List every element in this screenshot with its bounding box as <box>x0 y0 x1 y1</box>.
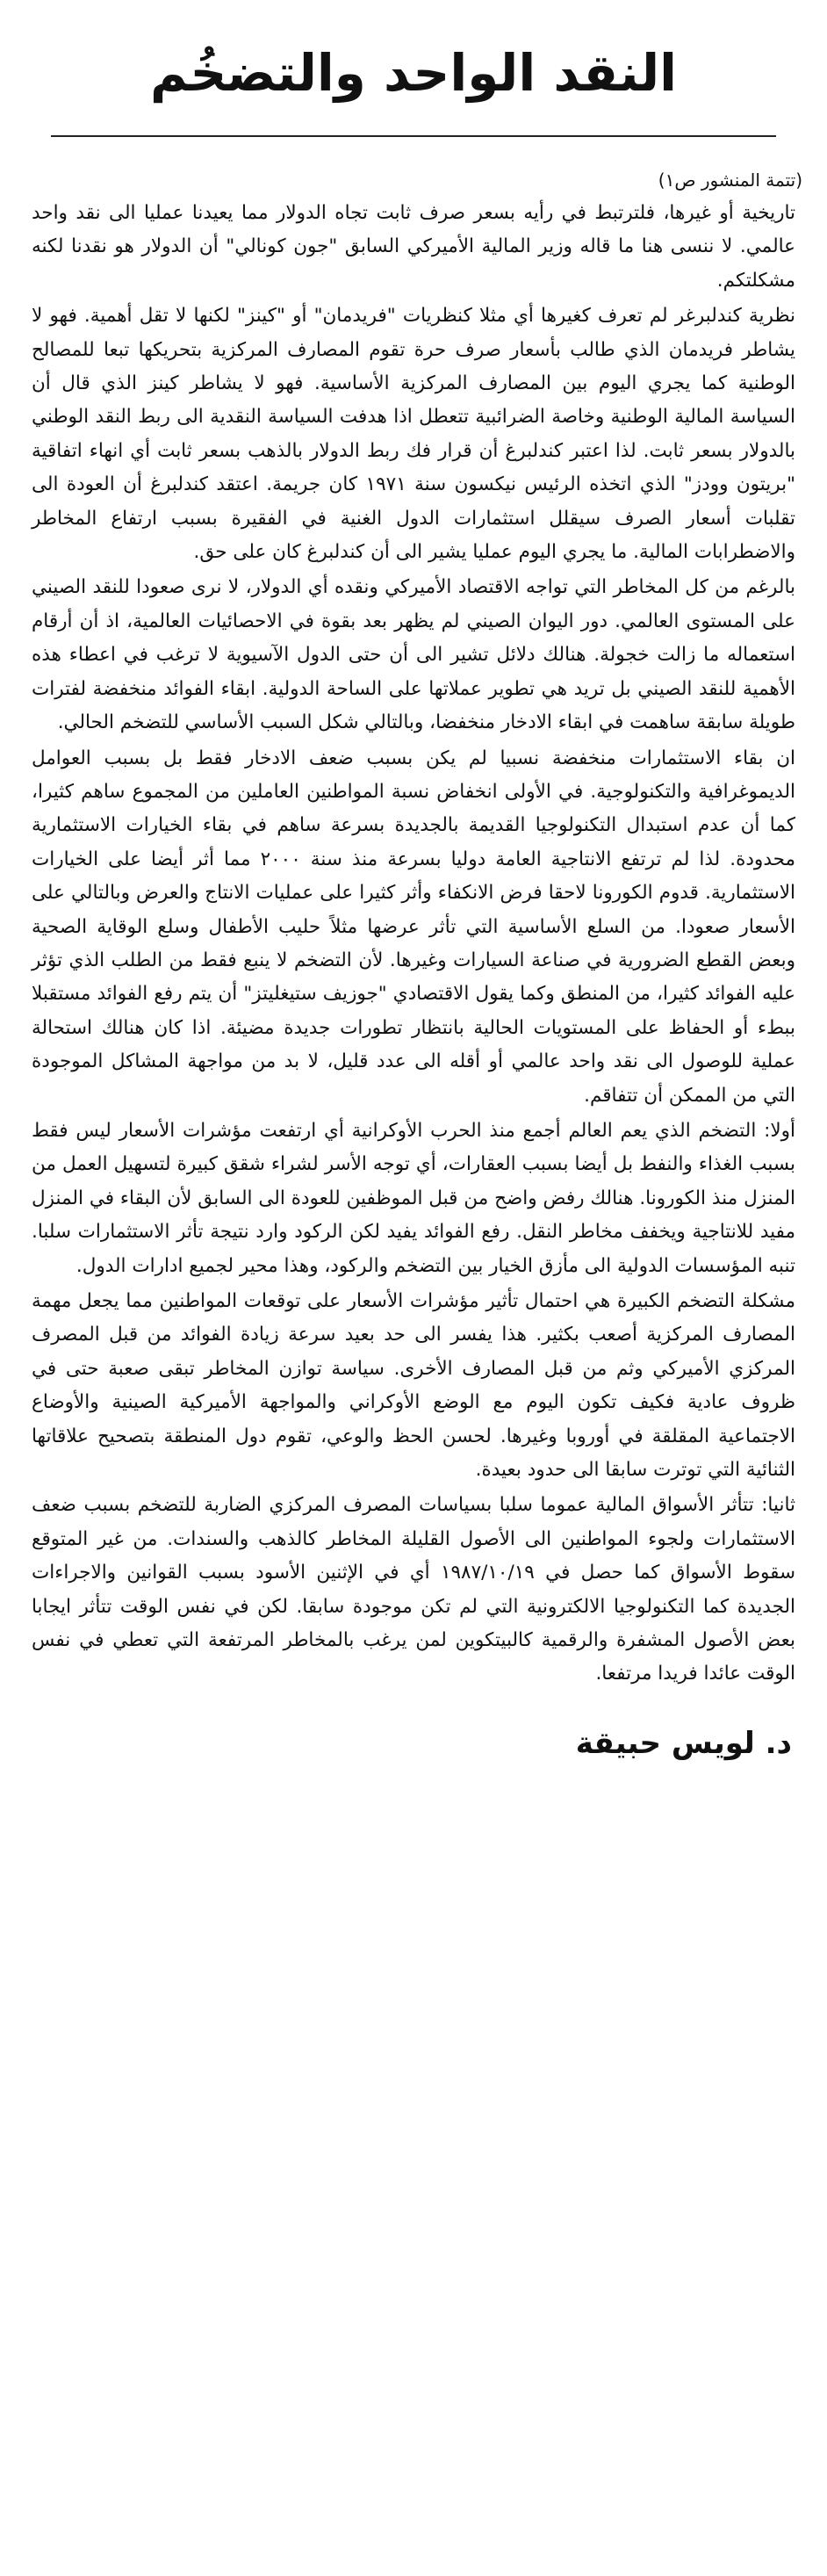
article-title: النقد الواحد والتضخُم <box>150 43 677 103</box>
article-body <box>25 197 802 1692</box>
article-paragraph: مشكلة التضخم الكبيرة هي احتمال تأثير مؤشرات الأسعار على توقعات المواطنين مما يجعل مهمة المصارف المركزية أصعب بكثير. هذا يفسر الى حد بعيد سرعة زيادة الفوائد من قبل المصرف المركزي الأميركي وثم من قبل المصارف الأخرى. سياسة توازن المخاطر تبقى صعبة حتى في ظروف عادية فكيف تكون اليوم مع الوضع الأوكراني والمواجهة الأميركية الصينية والأوضاع الاجتماعية المقلقة في أوروبا وغيرها. لحسن الحظ والوعي، تقوم دول المنطقة بتصحيح علاقاتها الثنائية التي توترت سابقا الى حدود بعيدة. <box>32 1290 795 1482</box>
article-paragraph: ان بقاء الاستثمارات منخفضة نسبيا لم يكن بسبب ضعف الادخار فقط بل بسبب العوامل الديموغرافية والتكنولوجية. في الأولى انخفاض نسبة المواطنين العاملين من المجموع ساهم كثيرا، كما أن عدم استبدال التكنولوجيا القديمة بالجديدة بسرعة ساهم في بقاء الخيارات الاستثمارية محدودة. لذا لم ترتفع الانتاجية العامة دوليا بسرعة منذ سنة ٢٠٠٠ مما أثر أيضا على الخيارات الاستثمارية. قدوم الكورونا لاحقا فرض الانكفاء وأثر كثيرا على عمليات الانتاج والعرض وبالتالي على الأسعار صعودا. من السلع الأساسية التي تأثر عرضها مثلاً حليب الأطفال وسلع الوقاية الصحية وبعض القطع الضرورية في صناعة السيارات وغيرها. لأن التضخم لا ينبع فقط من الطلب الذي تؤثر عليه الفوائد كثيرا، من المنطق وكما يقول الاقتصادي "جوزيف ستيغليتز" أن يتم رفع الفوائد مستقبلا ببطء أو الحفاظ على المستويات الحالية بانتظار تطورات جديدة مضيئة. اذا كان هنالك استحالة عملية للوصول الى نقد واحد عالمي أو أقله الى عدد قليل، لا بد من مواجهة المشاكل الموجودة التي من الممكن أن تتفاقم. <box>32 747 795 1107</box>
continuation-note: (تتمة المنشور ص١) <box>658 170 802 191</box>
author-signature: د. لويس حبيقة <box>575 1725 792 1761</box>
article-paragraph: نظرية كندلبرغر لم تعرف كغيرها أي مثلا كنظريات "فريدمان" أو "كينز" لكنها لا تقل أهمية. فهو لا يشاطر فريدمان الذي طالب بأسعار صرف حرة تقوم المصارف المركزية بتحريكها تبعا للمصالح الوطنية كما يجري اليوم بين المصارف المركزية الأساسية. فهو لا يشاطر كينز الذي قال أن السياسة المالية الوطنية وخاصة الضرائبية تتعطل اذا هدفت السياسة النقدية الى ربط النقد الوطني بالدولار بسعر ثابت. لذا اعتبر كندلبرغ أن قرار فك ربط الدولار بالذهب بسعر ثابت أي انهاء اتفاقية "بريتون وودز" الذي اتخذه الرئيس نيكسون سنة ١٩٧١ كان جريمة. اعتقد كندلبرغ أن العودة الى تقلبات أسعار الصرف سيقلل استثمارات الدول الغنية في الفقيرة بسبب ارتفاع المخاطر والاضطرابات المالية. ما يجري اليوم عمليا يشير الى أن كندلبرغ كان على حق. <box>32 305 795 564</box>
article-paragraph: ثانيا: تتأثر الأسواق المالية عموما سلبا بسياسات المصرف المركزي الضاربة للتضخم بسبب ضعف الاستثمارات ولجوء المواطنين الى الأصول القليلة المخاطر كالذهب والسندات. من غير المتوقع سقوط الأسواق كما حصل في ١٩٨٧/١٠/١٩ أي في الإثنين الأسود بسبب القوانين والاجراءات الجديدة كما التكنولوجيا الالكترونية التي لم تكن موجودة سابقا. لكن في نفس الوقت تتأثر ايجابا بعض الأصول المشفرة والرقمية كالبيتكوين لمن يرغب بالمخاطر المرتفعة التي تعطي في نفس الوقت عائدا فريدا مرتفعا. <box>32 1494 795 1685</box>
article-paragraph: بالرغم من كل المخاطر التي تواجه الاقتصاد الأميركي ونقده أي الدولار، لا نرى صعودا للنقد الصيني على المستوى العالمي. دور اليوان الصيني لم يظهر بعد بقوة في الاحصائيات العالمية، اذ أن أرقام استعماله ما زالت خجولة. هنالك دلائل تشير الى أن حتى الدول الآسيوية لا ترغب في اعطاء هذه الأهمية للنقد الصيني بل تريد هي تطوير عملاتها على الساحة الدولية. ابقاء الفوائد منخفضة لفترات طويلة سابقة ساهمت في ابقاء الادخار منخفضا، وبالتالي شكل السبب الأساسي للتضخم الحالي. <box>32 576 795 734</box>
title-divider <box>51 135 776 137</box>
article-paragraph: تاريخية أو غيرها، فلترتبط في رأيه بسعر صرف ثابت تجاه الدولار مما يعيدنا عمليا الى نقد واحد عالمي. لا ننسى هنا ما قاله وزير المالية الأميركي السابق "جون كونالي" أن الدولار هو نقدنا لكنه مشكلتكم. <box>32 202 795 292</box>
article-paragraph: أولا: التضخم الذي يعم العالم أجمع منذ الحرب الأوكرانية أي ارتفعت مؤشرات الأسعار ليس فقط بسبب الغذاء والنفط بل أيضا بسبب العقارات، أي توجه الأسر لشراء شقق كبيرة لتسهيل العمل من المنزل منذ الكورونا. هنالك رفض واضح من قبل الموظفين للعودة الى السابق لأن البقاء في المنزل مفيد للانتاجية ويخفف مخاطر النقل. رفع الفوائد يفيد لكن الركود وارد نتيجة تأثر الاستثمارات سلبا. تنبه المؤسسات الدولية الى مأزق الخيار بين التضخم والركود، وهذا محير لجميع ادارات الدول. <box>32 1119 795 1277</box>
